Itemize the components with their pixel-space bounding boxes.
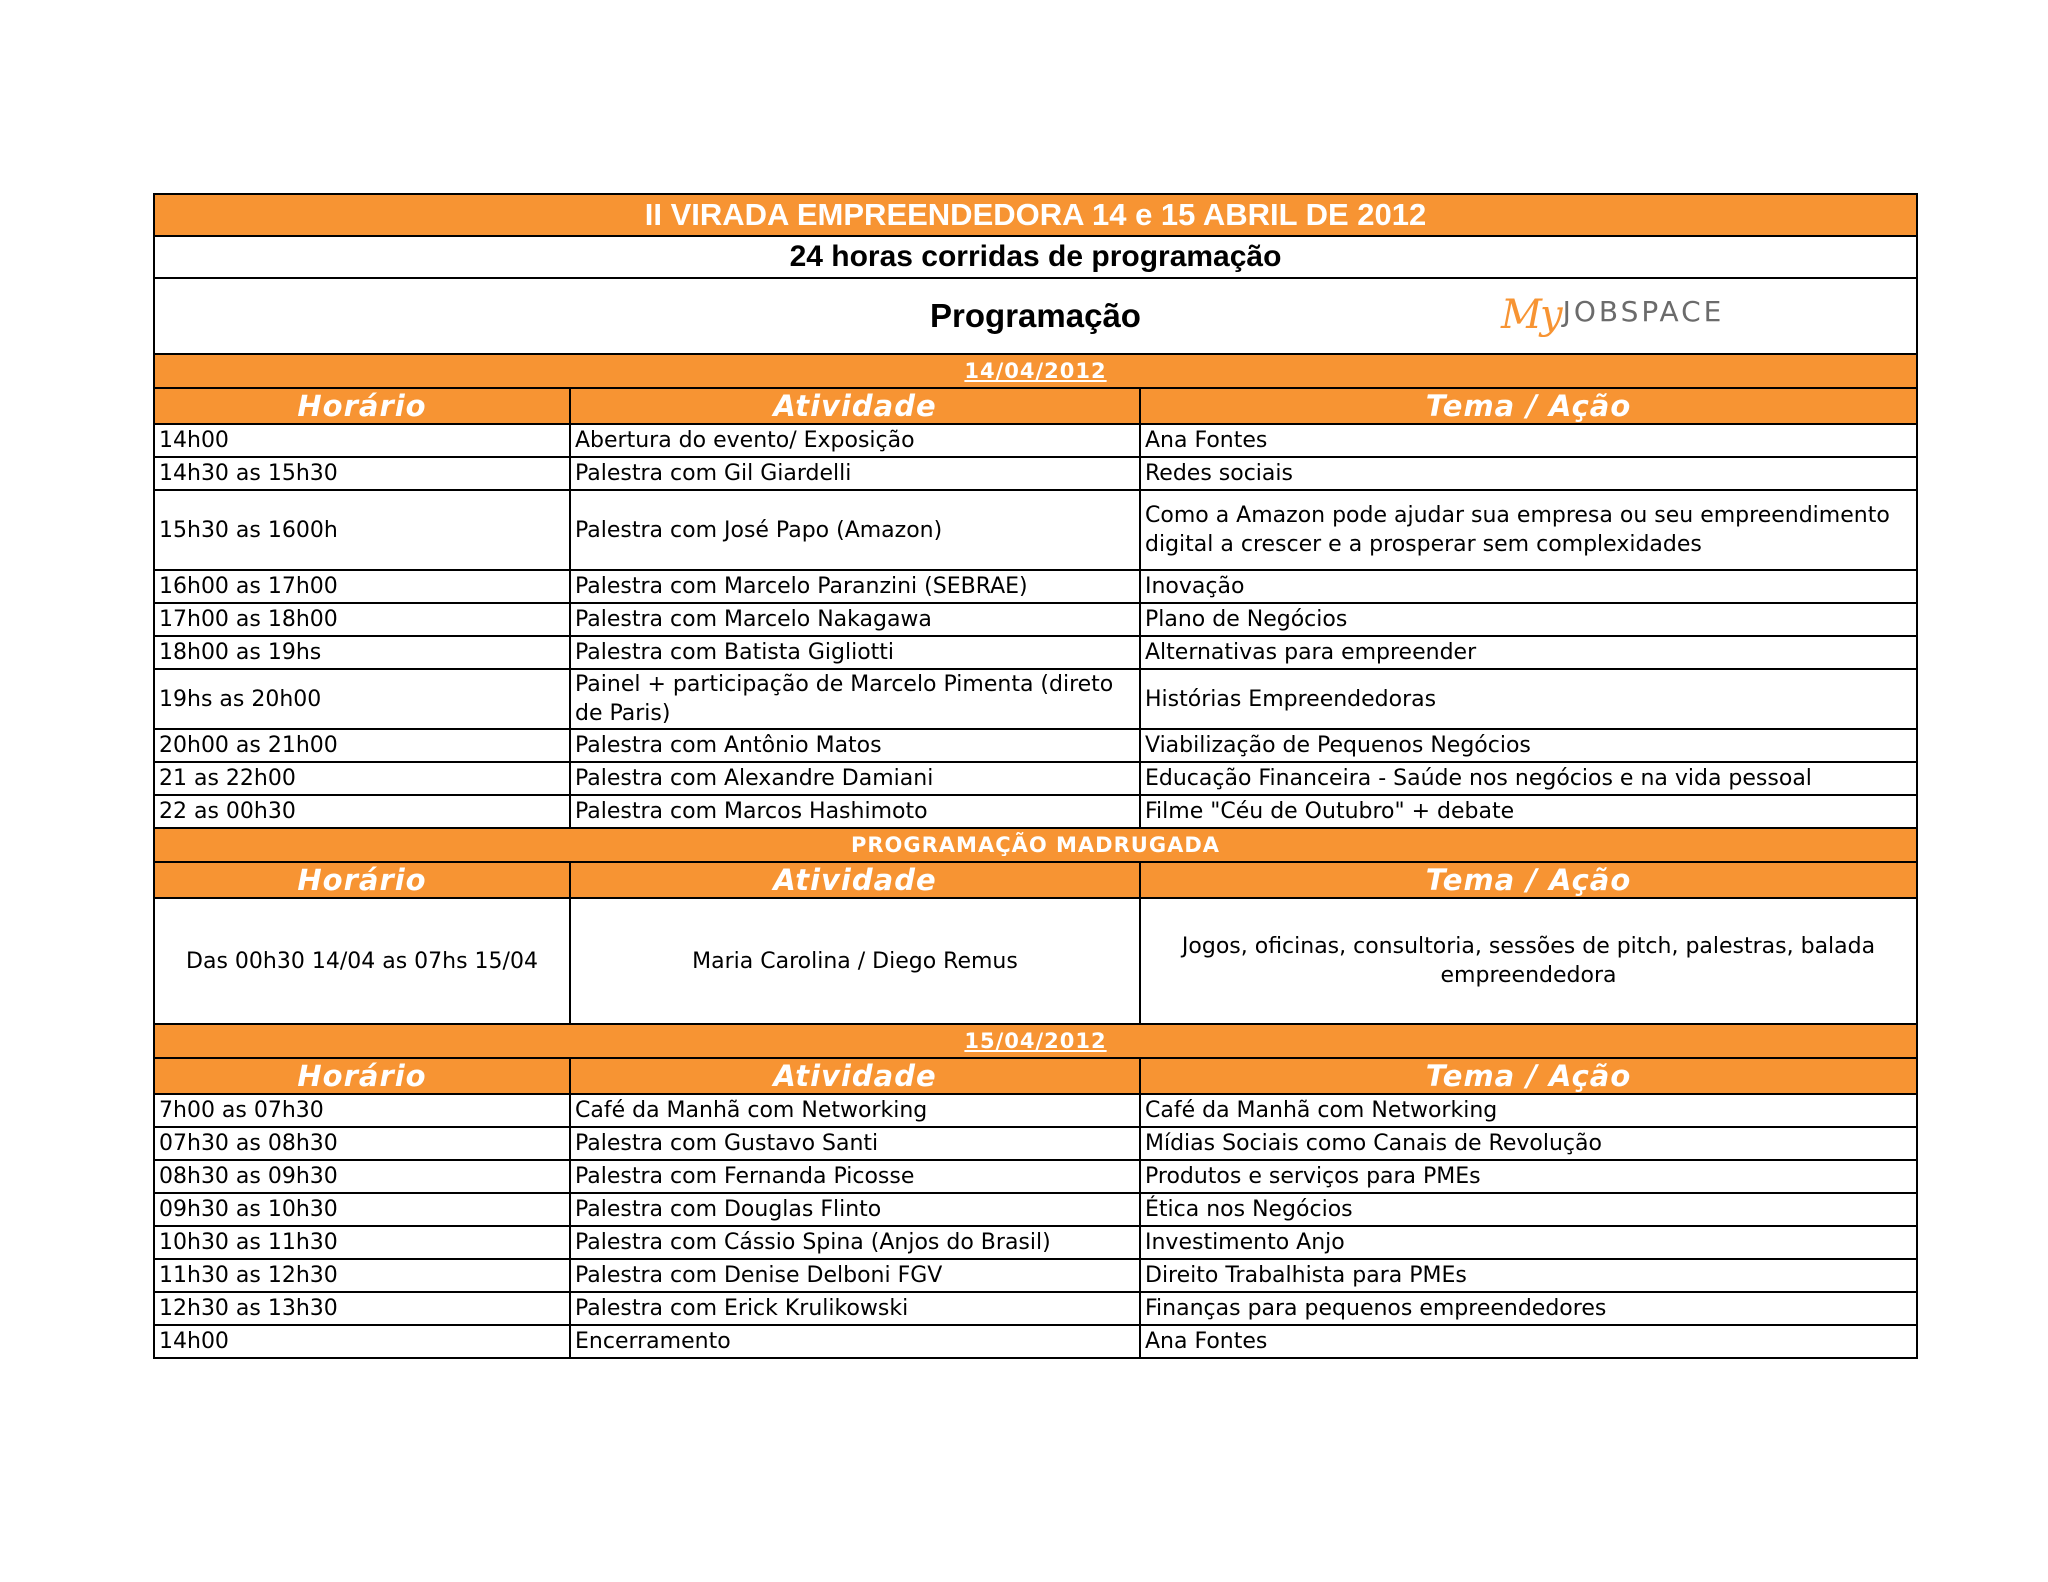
cell-horario: 20h00 as 21h00 (154, 729, 570, 762)
cell-tema: Viabilização de Pequenos Negócios (1140, 729, 1917, 762)
cell-tema: Produtos e serviços para PMEs (1140, 1160, 1917, 1193)
cell-tema: Histórias Empreendedoras (1140, 669, 1917, 729)
cell-tema: Alternativas para empreender (1140, 636, 1917, 669)
cell-horario: 7h00 as 07h30 (154, 1094, 570, 1127)
table-row (154, 1094, 1917, 1127)
table-row (154, 424, 1917, 457)
cell-atividade: Palestra com Batista Gigliotti (570, 636, 1140, 669)
header-tema-acao: Tema / Ação (1140, 862, 1917, 898)
header-tema-acao: Tema / Ação (1140, 388, 1917, 424)
madrugada-label: PROGRAMAÇÃO MADRUGADA (154, 828, 1917, 862)
schedule-table (153, 193, 1918, 1359)
table-row (154, 762, 1917, 795)
cell-tema: Como a Amazon pode ajudar sua empresa ou seu empreendimento digital a crescer e a prosperar sem complexidades (1140, 490, 1917, 570)
cell-tema: Plano de Negócios (1140, 603, 1917, 636)
cell-tema: Jogos, oficinas, consultoria, sessões de pitch, palestras, balada empreendedora (1140, 898, 1917, 1024)
cell-atividade: Painel + participação de Marcelo Pimenta (direto de Paris) (570, 669, 1140, 729)
cell-atividade: Palestra com Cássio Spina (Anjos do Brasil) (570, 1226, 1140, 1259)
cell-atividade: Palestra com José Papo (Amazon) (570, 490, 1140, 570)
cell-tema: Direito Trabalhista para PMEs (1140, 1259, 1917, 1292)
cell-tema: Educação Financeira - Saúde nos negócios e na vida pessoal (1140, 762, 1917, 795)
cell-atividade: Café da Manhã com Networking (570, 1094, 1140, 1127)
day1-column-header-row (154, 388, 1917, 424)
cell-tema: Finanças para pequenos empreendedores (1140, 1292, 1917, 1325)
table-row (154, 669, 1917, 729)
table-row (154, 490, 1917, 570)
cell-horario: 14h00 (154, 1325, 570, 1358)
cell-horario: 12h30 as 13h30 (154, 1292, 570, 1325)
cell-atividade: Palestra com Gustavo Santi (570, 1127, 1140, 1160)
event-title: II VIRADA EMPREENDEDORA 14 e 15 ABRIL DE 2012 (154, 194, 1917, 236)
cell-tema: Investimento Anjo (1140, 1226, 1917, 1259)
cell-tema: Redes sociais (1140, 457, 1917, 490)
table-row (154, 1259, 1917, 1292)
cell-tema: Ética nos Negócios (1140, 1193, 1917, 1226)
cell-horario: 15h30 as 1600h (154, 490, 570, 570)
table-row (154, 1226, 1917, 1259)
table-row (154, 603, 1917, 636)
logo-my: My (1501, 292, 1561, 338)
cell-atividade: Maria Carolina / Diego Remus (570, 898, 1140, 1024)
cell-horario: 14h00 (154, 424, 570, 457)
cell-atividade: Palestra com Marcos Hashimoto (570, 795, 1140, 828)
cell-atividade: Palestra com Marcelo Nakagawa (570, 603, 1140, 636)
header-atividade: Atividade (570, 862, 1140, 898)
cell-horario: 22 as 00h30 (154, 795, 570, 828)
cell-tema: Inovação (1140, 570, 1917, 603)
day2-column-header-row (154, 1058, 1917, 1094)
table-row (154, 1193, 1917, 1226)
cell-horario: 09h30 as 10h30 (154, 1193, 570, 1226)
cell-tema: Café da Manhã com Networking (1140, 1094, 1917, 1127)
cell-horario: 19hs as 20h00 (154, 669, 570, 729)
cell-atividade: Encerramento (570, 1325, 1140, 1358)
cell-horario: 16h00 as 17h00 (154, 570, 570, 603)
header-tema-acao: Tema / Ação (1140, 1058, 1917, 1094)
cell-atividade: Palestra com Douglas Flinto (570, 1193, 1140, 1226)
cell-atividade: Palestra com Erick Krulikowski (570, 1292, 1140, 1325)
table-row (154, 1325, 1917, 1358)
logo-jobspace: JOBSPACE (1562, 294, 1725, 328)
table-row (154, 1127, 1917, 1160)
day2-date: 15/04/2012 (154, 1024, 1917, 1058)
cell-tema: Ana Fontes (1140, 424, 1917, 457)
cell-horario: 08h30 as 09h30 (154, 1160, 570, 1193)
table-row (154, 795, 1917, 828)
cell-atividade: Palestra com Fernanda Picosse (570, 1160, 1140, 1193)
table-row (154, 457, 1917, 490)
table-row (154, 1292, 1917, 1325)
cell-horario: Das 00h30 14/04 as 07hs 15/04 (154, 898, 570, 1024)
header-horario: Horário (154, 1058, 570, 1094)
cell-atividade: Palestra com Marcelo Paranzini (SEBRAE) (570, 570, 1140, 603)
cell-tema: Filme "Céu de Outubro" + debate (1140, 795, 1917, 828)
cell-horario: 21 as 22h00 (154, 762, 570, 795)
cell-horario: 17h00 as 18h00 (154, 603, 570, 636)
cell-horario: 07h30 as 08h30 (154, 1127, 570, 1160)
table-row (154, 636, 1917, 669)
header-atividade: Atividade (570, 1058, 1140, 1094)
cell-horario: 14h30 as 15h30 (154, 457, 570, 490)
cell-atividade: Palestra com Denise Delboni FGV (570, 1259, 1140, 1292)
cell-atividade: Abertura do evento/ Exposição (570, 424, 1140, 457)
cell-horario: 18h00 as 19hs (154, 636, 570, 669)
cell-atividade: Palestra com Alexandre Damiani (570, 762, 1140, 795)
header-horario: Horário (154, 862, 570, 898)
table-row (154, 729, 1917, 762)
cell-atividade: Palestra com Gil Giardelli (570, 457, 1140, 490)
header-atividade: Atividade (570, 388, 1140, 424)
cell-tema: Mídias Sociais como Canais de Revolução (1140, 1127, 1917, 1160)
event-subtitle: 24 horas corridas de programação (154, 236, 1917, 278)
cell-tema: Ana Fontes (1140, 1325, 1917, 1358)
madrugada-column-header-row (154, 862, 1917, 898)
header-horario: Horário (154, 388, 570, 424)
section-title: Programação (930, 297, 1141, 334)
table-row (154, 898, 1917, 1024)
cell-atividade: Palestra com Antônio Matos (570, 729, 1140, 762)
cell-horario: 11h30 as 12h30 (154, 1259, 570, 1292)
day1-date: 14/04/2012 (154, 354, 1917, 388)
cell-horario: 10h30 as 11h30 (154, 1226, 570, 1259)
myjobspace-logo (1501, 289, 1724, 341)
table-row (154, 1160, 1917, 1193)
table-row (154, 570, 1917, 603)
programacao-cell (154, 278, 1917, 354)
